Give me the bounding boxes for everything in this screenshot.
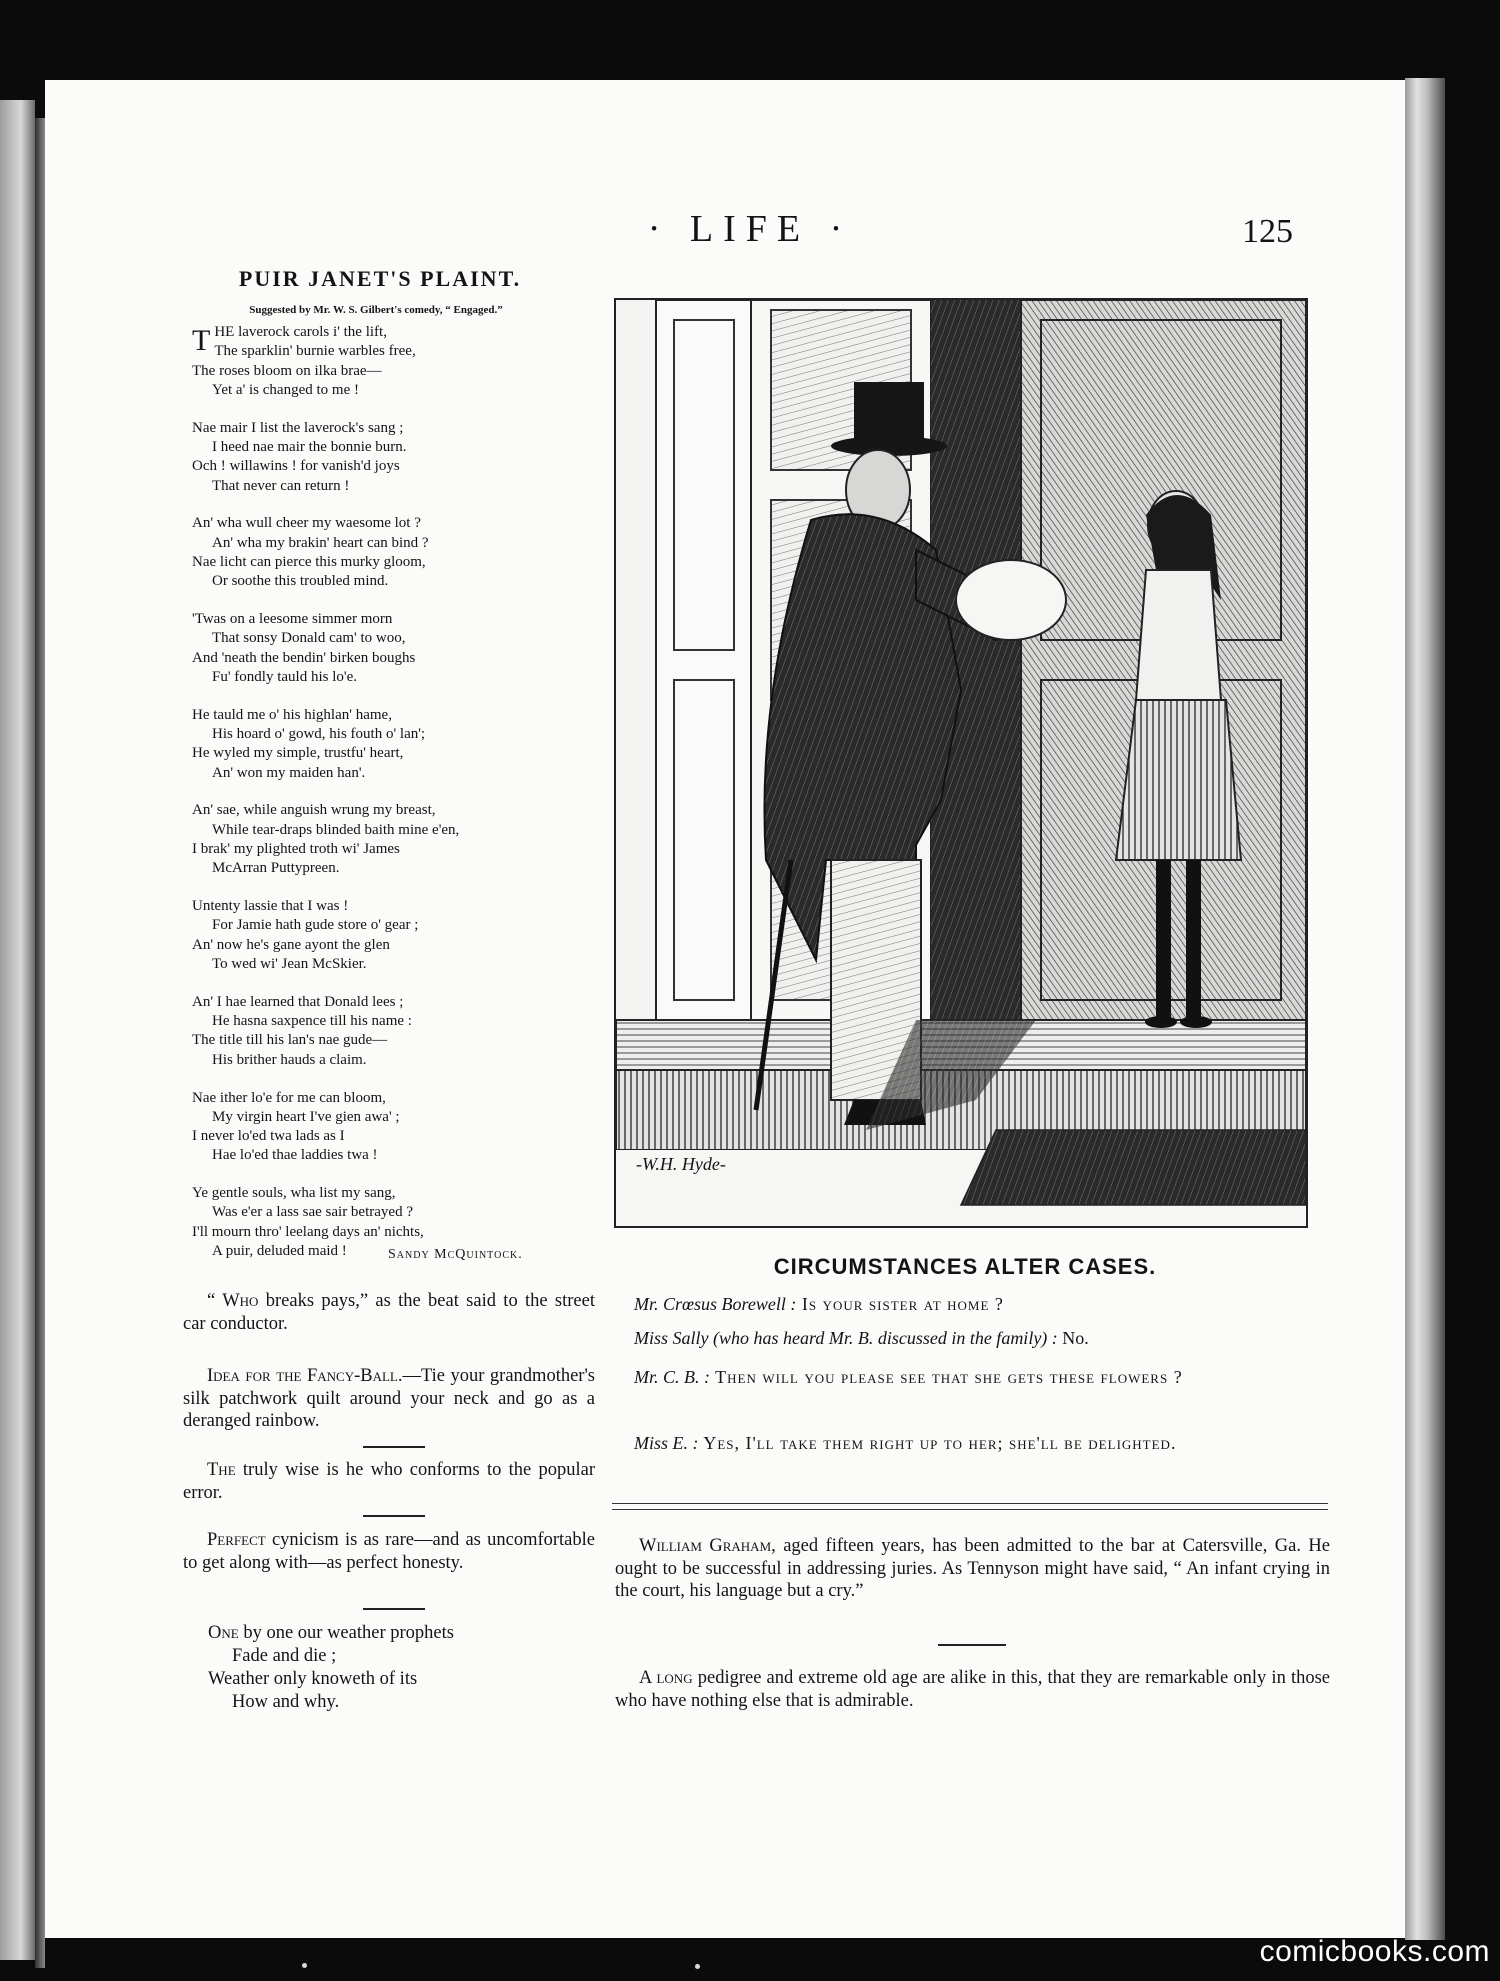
- item-lead: Idea for the Fancy-Ball.: [207, 1366, 403, 1386]
- poem-line: HE laverock carols i' the lift,: [214, 324, 387, 340]
- stanza: [192, 323, 572, 400]
- item-truly-wise: [183, 1459, 595, 1504]
- poem-line: To wed wi' Jean McSkier.: [212, 956, 367, 973]
- item-text: breaks pays,” as the beat said to the street car conductor.: [183, 1291, 595, 1334]
- dialogue-line: [612, 1432, 1329, 1455]
- poem-subtitle: Suggested by Mr. W. S. Gilbert's comedy, “ Engaged.”: [249, 304, 503, 316]
- item-lead: A long: [639, 1668, 693, 1688]
- poem-line: Nae ither lo'e for me can bloom,: [192, 1089, 386, 1106]
- speech: Then will you please see that she gets these flowers ?: [710, 1367, 1183, 1387]
- speck: [302, 1963, 307, 1968]
- book-gutter: [35, 118, 45, 1968]
- stanza: [192, 419, 572, 496]
- poem-line: Untenty lassie that I was !: [192, 898, 349, 915]
- drop-cap: T: [192, 324, 211, 357]
- poem-line: For Jamie hath gude store o' gear ;: [212, 917, 419, 934]
- separator-rule: [363, 1515, 425, 1517]
- item-lead: One: [208, 1623, 239, 1643]
- poem-line: McArran Puttypreen.: [212, 860, 340, 877]
- speaker: Miss Sally (who has heard Mr. B. discussed in the family) :: [634, 1328, 1058, 1348]
- poem-line: He hasna saxpence till his name :: [212, 1013, 412, 1030]
- watermark: comicbooks.com: [1259, 1935, 1490, 1968]
- poem-line: I brak' my plighted troth wi' James: [192, 841, 400, 858]
- poem-line: Ye gentle souls, wha list my sang,: [192, 1185, 396, 1202]
- double-rule: [612, 1503, 1328, 1510]
- poem-line: And 'neath the bendin' birken boughs: [192, 649, 416, 666]
- illustration-doorway-scene: [614, 298, 1308, 1228]
- separator-rule: [363, 1446, 425, 1448]
- speck: [695, 1964, 700, 1969]
- verse-line: Fade and die ;: [232, 1646, 337, 1666]
- poem-line: Yet a' is changed to me !: [212, 381, 359, 398]
- poem-line: An' now he's gane ayont the glen: [192, 936, 390, 953]
- poem-line: Och ! willawins ! for vanish'd joys: [192, 458, 400, 475]
- separator-rule: [363, 1608, 425, 1610]
- dialogue-line: [612, 1366, 1329, 1389]
- poem-line: That sonsy Donald cam' to woo,: [212, 630, 406, 647]
- poem-line: An' I hae learned that Donald lees ;: [192, 993, 404, 1010]
- stanza: [192, 610, 572, 687]
- item-william-graham: [615, 1535, 1330, 1603]
- verse-line: [208, 1622, 454, 1645]
- speaker: Mr. C. B. :: [634, 1367, 710, 1387]
- poem-line: Hae lo'ed thae laddies twa !: [212, 1147, 378, 1164]
- poem-line: 'Twas on a leesome simmer morn: [192, 611, 393, 628]
- illustration-drawing: [616, 300, 1306, 1226]
- item-text: aged fifteen years, has been admitted to the bar at Catersville, Ga. He ought to be successful in addressing juries. As Tennyson might have said, “ An infant crying in the court, his language but a cry.”: [615, 1536, 1331, 1601]
- item-who-breaks-pays: [183, 1290, 595, 1335]
- separator-rule: [938, 1644, 1006, 1646]
- speaker: Miss E. :: [634, 1433, 699, 1453]
- speech: No.: [1057, 1328, 1089, 1348]
- item-fancy-ball: [183, 1365, 595, 1433]
- dialogue-line: [612, 1327, 1329, 1350]
- poem-line: He tauld me o' his highlan' hame,: [192, 706, 392, 723]
- poem-line: An' won my maiden han'.: [212, 764, 366, 781]
- stanza: [192, 993, 572, 1070]
- speech: Is your sister at home ?: [796, 1294, 1004, 1314]
- poem-signature: Sandy McQuintock.: [388, 1247, 523, 1262]
- item-lead: Perfect: [207, 1530, 266, 1550]
- poem-title: PUIR JANET'S PLAINT.: [238, 266, 522, 291]
- item-text: truly wise is he who conforms to the popular error.: [183, 1460, 595, 1503]
- page-number: 125: [1242, 213, 1293, 250]
- verse-line: Weather only knoweth of its: [208, 1669, 418, 1689]
- weather-verse: [208, 1622, 454, 1714]
- poem-line: Fu' fondly tauld his lo'e.: [212, 668, 357, 685]
- artist-signature: -W.H. Hyde-: [636, 1154, 726, 1174]
- dialogue-line: [612, 1293, 1329, 1316]
- dialogue-title: CIRCUMSTANCES ALTER CASES.: [773, 1254, 1157, 1279]
- poem-line: His hoard o' gowd, his fouth o' lan';: [212, 726, 426, 743]
- poem-line: Was e'er a lass sae sair betrayed ?: [212, 1204, 413, 1221]
- stanza: [192, 1089, 572, 1166]
- poem-line: Or soothe this troubled mind.: [212, 573, 389, 590]
- item-text: cynicism is as rare—and as uncomfortable to get along with—as perfect honesty.: [183, 1530, 595, 1573]
- poem-line: The roses bloom on ilka brae—: [192, 362, 382, 379]
- verse-text: by one our weather prophets: [238, 1623, 454, 1643]
- poem-line: The sparklin' burnie warbles free,: [214, 343, 416, 360]
- poem-line: An' sae, while anguish wrung my breast,: [192, 802, 436, 819]
- poem-line: My virgin heart I've gien awa' ;: [212, 1108, 400, 1125]
- poem-line: I'll mourn thro' leelang days an' nichts,: [192, 1223, 424, 1240]
- speech: Yes, I'll take them right up to her; she'll be delighted.: [698, 1433, 1177, 1453]
- item-lead: “ Who: [207, 1291, 259, 1311]
- poem-line: While tear-draps blinded baith mine e'en,: [212, 821, 460, 838]
- facing-page-edge: [0, 100, 35, 1960]
- poem-line: Nae mair I list the laverock's sang ;: [192, 419, 404, 436]
- item-text: pedigree and extreme old age are alike in this, that they are remarkable only in those who have nothing else that is admirable.: [615, 1668, 1331, 1711]
- poem-line: He wyled my simple, trustfu' heart,: [192, 745, 404, 762]
- poem-line: Nae licht can pierce this murky gloom,: [192, 553, 426, 570]
- item-long-pedigree: [615, 1667, 1330, 1712]
- stanza: [192, 897, 572, 974]
- item-lead: William Graham,: [639, 1536, 776, 1556]
- poem-line: That never can return !: [212, 477, 350, 494]
- item-lead: The: [207, 1460, 236, 1480]
- poem-line: An' wha my brakin' heart can bind ?: [212, 534, 429, 551]
- poem-line: His brither hauds a claim.: [212, 1051, 367, 1068]
- stanza: [192, 801, 572, 878]
- stanza: [192, 514, 572, 591]
- item-perfect-cynicism: [183, 1529, 595, 1574]
- poem-line: The title till his lan's nae gude—: [192, 1032, 388, 1049]
- poem-line: A puir, deluded maid !: [212, 1243, 347, 1260]
- poem-line: An' wha wull cheer my waesome lot ?: [192, 515, 421, 532]
- masthead: · LIFE ·: [647, 208, 853, 250]
- item-text: —Tie your grandmother's silk patchwork quilt around your neck and go as a deranged rainbow.: [183, 1366, 595, 1431]
- poem-stanzas: [192, 323, 572, 1280]
- poem-line: I heed nae mair the bonnie burn.: [212, 438, 407, 455]
- verse-line: How and why.: [232, 1692, 340, 1712]
- stanza: [192, 706, 572, 783]
- page-edge-shadow: [1405, 78, 1445, 1940]
- speaker: Mr. Crœsus Borewell :: [634, 1294, 797, 1314]
- poem-line: I never lo'ed twa lads as I: [192, 1128, 345, 1145]
